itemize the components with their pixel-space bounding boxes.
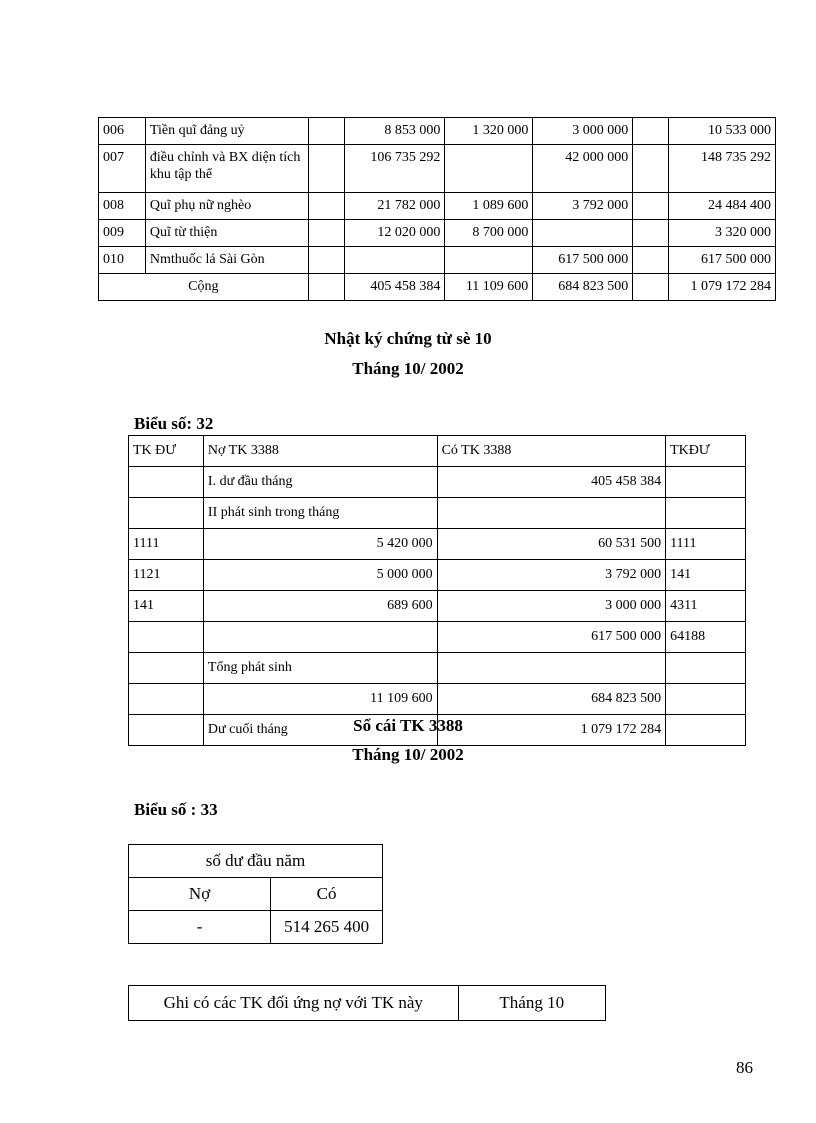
cell [129,622,204,653]
cell: 684 823 500 [533,274,633,301]
cell: 8 853 000 [344,118,445,145]
account-code: 006 [99,118,146,145]
cell [129,467,204,498]
cell: 617 500 000 [533,247,633,274]
cell: 3 320 000 [669,220,776,247]
journal-month: Tháng 10/ 2002 [352,359,464,378]
cell [308,145,344,193]
cell: 11 109 600 [203,684,437,715]
account-code: 010 [99,247,146,274]
cell: 405 458 384 [437,467,666,498]
cell: Tổng phát sinh [203,653,437,684]
cell: I. dư đầu tháng [203,467,437,498]
cell: 5 420 000 [203,529,437,560]
cell [633,220,669,247]
cell [633,247,669,274]
table-header-row [129,436,746,467]
cell: 106 735 292 [344,145,445,193]
cell: 60 531 500 [437,529,666,560]
cell: - [129,911,271,944]
cell: 617 500 000 [437,622,666,653]
cell [666,467,746,498]
column-header: Nợ [129,878,271,911]
cell: 64188 [666,622,746,653]
cell: 141 [666,560,746,591]
cell [308,220,344,247]
cell [129,498,204,529]
cell [533,220,633,247]
account-name: Quĩ từ thiện [145,220,308,247]
cell: 24 484 400 [669,193,776,220]
cell [308,118,344,145]
opening-balance-table [128,844,383,944]
column-header: Ghi có các TK đối ứng nợ với TK này [129,986,459,1021]
cell: 42 000 000 [533,145,633,193]
table-row [99,193,776,220]
cell [308,274,344,301]
table-row [129,529,746,560]
ledger-month: Tháng 10/ 2002 [352,745,464,764]
ledger-title: Sổ cái TK 3388 [353,716,463,735]
cell: 1111 [666,529,746,560]
cell: 617 500 000 [669,247,776,274]
table-row [129,911,383,944]
cell: 1111 [129,529,204,560]
cell: 148 735 292 [669,145,776,193]
cell [308,247,344,274]
cell: 3 000 000 [437,591,666,622]
cell [445,247,533,274]
cell: 405 458 384 [344,274,445,301]
account-name: Quĩ phụ nữ nghèo [145,193,308,220]
table-header-row [129,878,383,911]
form-label: Biểu số: 32 [134,414,214,433]
column-header: Tháng 10 [458,986,605,1021]
table-row [99,118,776,145]
table-header-row [129,845,383,878]
total-row [99,274,776,301]
cell: 10 533 000 [669,118,776,145]
cell: 1 079 172 284 [669,274,776,301]
cell [437,653,666,684]
cell [203,622,437,653]
cell [666,498,746,529]
table-row [99,247,776,274]
form-label: Biểu số : 33 [134,800,218,819]
cell: 11 109 600 [445,274,533,301]
table-row [129,653,746,684]
table-row [129,622,746,653]
cell: 1121 [129,560,204,591]
cell: 3 792 000 [437,560,666,591]
cell [437,498,666,529]
cell [633,118,669,145]
cell [666,684,746,715]
total-label: Cộng [99,274,309,301]
table-row [129,684,746,715]
ledger-table [128,985,606,1021]
cell: 1 079 172 284 [437,715,666,746]
column-header: TK ĐƯ [129,436,204,467]
cell [344,247,445,274]
cell: 684 823 500 [437,684,666,715]
column-header: số dư đầu năm [129,845,383,878]
fund-balance-table [98,117,776,301]
page-number: 86 [736,1058,753,1077]
cell: Dư cuối tháng [203,715,437,746]
table-row [129,591,746,622]
account-code: 009 [99,220,146,247]
column-header: Nợ TK 3388 [203,436,437,467]
journal-title: Nhật ký chứng từ sè 10 [324,329,492,348]
table-row [99,220,776,247]
cell [666,653,746,684]
cell: 4311 [666,591,746,622]
column-header: Có [271,878,383,911]
table-row [129,560,746,591]
account-code: 007 [99,145,146,193]
cell [308,193,344,220]
cell: 5 000 000 [203,560,437,591]
cell: 1 320 000 [445,118,533,145]
table-header-row [129,986,606,1021]
table-row [129,467,746,498]
cell: 689 600 [203,591,437,622]
account-name: Nmthuốc lá Sài Gòn [145,247,308,274]
cell [633,145,669,193]
cell: II phát sinh trong tháng [203,498,437,529]
account-name: điều chỉnh và BX diện tích khu tập thể [145,145,308,193]
table-row [129,498,746,529]
cell: 8 700 000 [445,220,533,247]
cell: 1 089 600 [445,193,533,220]
table-row [99,145,776,193]
cell: 21 782 000 [344,193,445,220]
column-header: TKĐƯ [666,436,746,467]
cell: 3 792 000 [533,193,633,220]
cell: 514 265 400 [271,911,383,944]
account-code: 008 [99,193,146,220]
cell [129,684,204,715]
account-name: Tiền quĩ đảng uỷ [145,118,308,145]
cell [445,145,533,193]
cell: 141 [129,591,204,622]
column-header: Có TK 3388 [437,436,666,467]
cell [129,653,204,684]
cell [633,274,669,301]
cell [633,193,669,220]
cell: 3 000 000 [533,118,633,145]
cell: 12 020 000 [344,220,445,247]
journal-table [128,435,746,746]
